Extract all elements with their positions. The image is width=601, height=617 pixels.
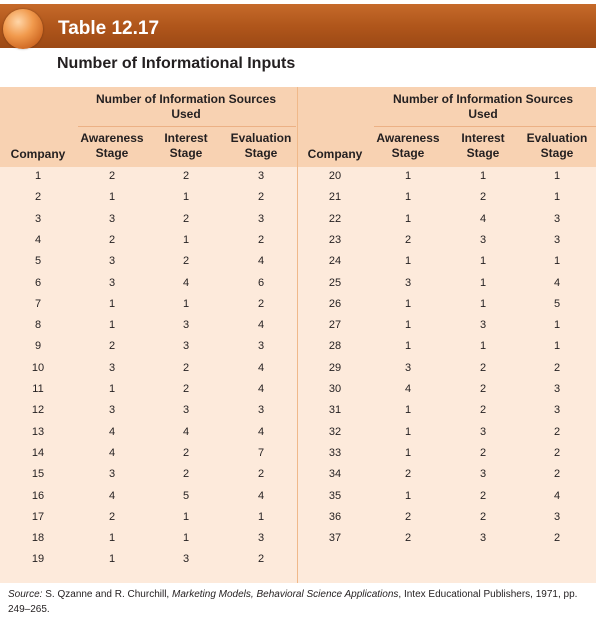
right-company-cell: 29	[328, 361, 342, 374]
right-interest-cell: 3	[479, 468, 487, 481]
left-awareness-cell: 1	[108, 532, 116, 545]
right-interest-cell: 2	[479, 191, 487, 204]
right-interest-cell: 3	[479, 425, 487, 438]
right-company-cell: 26	[328, 297, 342, 310]
left-awareness-cell: 3	[108, 212, 116, 225]
left-company-cell: 6	[34, 276, 42, 289]
right-evaluation-cell: 2	[553, 532, 561, 545]
group-underline-left	[78, 126, 296, 127]
source-note	[8, 587, 588, 617]
group-underline-right	[374, 126, 596, 127]
right-awareness-cell: 1	[404, 319, 412, 332]
table-label: Table 12.17	[58, 18, 160, 39]
right-interest-cell: 4	[479, 212, 487, 225]
right-evaluation-cell: 1	[553, 191, 561, 204]
right-evaluation-cell: 3	[553, 383, 561, 395]
col-header-interest-right: Interest Stage	[461, 131, 505, 160]
left-evaluation-cell: 2	[257, 468, 265, 481]
left-interest-cell: 2	[182, 212, 190, 225]
left-evaluation-cell: 2	[257, 297, 265, 310]
left-evaluation-cell: 6	[257, 276, 265, 289]
col-header-evaluation-right: Evaluation Stage	[526, 131, 588, 160]
right-awareness-cell: 1	[404, 489, 412, 502]
left-evaluation-cell: 3	[257, 340, 265, 353]
right-awareness-cell: 1	[404, 255, 412, 268]
left-awareness-cell: 3	[108, 276, 116, 289]
left-awareness-cell: 4	[108, 446, 116, 459]
left-company-cell: 15	[31, 468, 45, 481]
left-awareness-cell: 3	[108, 468, 116, 481]
right-company-cell: 33	[328, 446, 342, 459]
left-company-cell: 5	[34, 255, 42, 268]
left-evaluation-cell: 3	[257, 212, 265, 225]
right-evaluation-cell: 1	[553, 255, 561, 268]
left-interest-cell: 3	[182, 553, 190, 566]
left-evaluation-cell: 4	[257, 319, 265, 332]
left-awareness-cell: 3	[108, 404, 116, 417]
left-company-cell: 12	[31, 404, 45, 417]
right-awareness-cell: 1	[404, 340, 412, 353]
left-awareness-cell: 2	[108, 340, 116, 353]
right-awareness-cell: 1	[404, 212, 412, 225]
left-awareness-cell: 2	[108, 510, 116, 523]
left-interest-cell: 2	[182, 170, 190, 182]
table-row	[0, 252, 596, 273]
left-awareness-cell: 3	[108, 255, 116, 268]
right-interest-cell: 1	[479, 255, 487, 268]
left-evaluation-cell: 4	[257, 425, 265, 438]
right-evaluation-cell: 3	[553, 233, 561, 246]
title-banner	[0, 4, 596, 48]
right-company-cell: 32	[328, 425, 342, 438]
left-interest-cell: 1	[182, 297, 190, 310]
left-company-cell: 13	[31, 425, 45, 438]
col-header-interest-left: Interest Stage	[164, 131, 208, 160]
table-row	[0, 274, 596, 295]
right-evaluation-cell: 2	[553, 446, 561, 459]
source-label: Source:	[8, 589, 43, 600]
right-company-cell: 31	[328, 404, 342, 417]
col-header-awareness-left: Awareness Stage	[80, 131, 144, 160]
table-row	[0, 423, 596, 444]
table-row	[0, 380, 596, 401]
source-publisher: , Intex Educational Publishers, 1971, pp. 249–265.	[8, 589, 578, 615]
right-awareness-cell: 1	[404, 297, 412, 310]
table-row	[0, 401, 596, 422]
left-evaluation-cell: 2	[257, 233, 265, 246]
left-evaluation-cell: 7	[257, 446, 265, 459]
left-interest-cell: 1	[182, 233, 190, 246]
left-interest-cell: 2	[182, 255, 190, 268]
table-row	[0, 210, 596, 231]
right-interest-cell: 2	[479, 489, 487, 502]
right-company-cell: 30	[328, 383, 342, 395]
left-company-cell: 10	[31, 361, 45, 374]
left-evaluation-cell: 3	[257, 532, 265, 545]
table-row	[0, 444, 596, 465]
table-row	[0, 487, 596, 508]
table-row	[0, 167, 596, 188]
left-interest-cell: 1	[182, 191, 190, 204]
right-company-cell: 22	[328, 212, 342, 225]
left-awareness-cell: 1	[108, 319, 116, 332]
right-company-cell: 34	[328, 468, 342, 481]
table-row	[0, 529, 596, 550]
left-awareness-cell: 3	[108, 361, 116, 374]
right-evaluation-cell: 1	[553, 340, 561, 353]
right-interest-cell: 2	[479, 510, 487, 523]
left-awareness-cell: 1	[108, 383, 116, 395]
right-company-cell: 21	[328, 191, 342, 204]
left-interest-cell: 4	[182, 276, 190, 289]
table-row	[0, 188, 596, 209]
right-interest-cell: 3	[479, 319, 487, 332]
right-awareness-cell: 2	[404, 510, 412, 523]
table-row	[0, 316, 596, 337]
table-row	[0, 337, 596, 358]
left-awareness-cell: 2	[108, 170, 116, 182]
table-row	[0, 550, 596, 571]
left-company-cell: 3	[34, 212, 42, 225]
left-evaluation-cell: 1	[257, 510, 265, 523]
col-header-company-right: Company	[307, 147, 363, 161]
left-evaluation-cell: 4	[257, 255, 265, 268]
right-evaluation-cell: 4	[553, 489, 561, 502]
left-company-cell: 8	[34, 319, 42, 332]
left-evaluation-cell: 2	[257, 191, 265, 204]
right-awareness-cell: 2	[404, 233, 412, 246]
right-evaluation-cell: 1	[553, 319, 561, 332]
left-company-cell: 4	[34, 233, 42, 246]
left-evaluation-cell: 3	[257, 170, 265, 182]
table-row	[0, 295, 596, 316]
left-interest-cell: 2	[182, 446, 190, 459]
right-evaluation-cell: 2	[553, 468, 561, 481]
left-awareness-cell: 1	[108, 191, 116, 204]
source-authors: S. Qzanne and R. Churchill,	[42, 589, 172, 600]
left-company-cell: 1	[34, 170, 42, 182]
right-company-cell: 25	[328, 276, 342, 289]
right-company-cell: 28	[328, 340, 342, 353]
left-interest-cell: 3	[182, 404, 190, 417]
right-awareness-cell: 3	[404, 276, 412, 289]
left-awareness-cell: 4	[108, 425, 116, 438]
right-awareness-cell: 4	[404, 383, 412, 395]
left-evaluation-cell: 4	[257, 383, 265, 395]
right-awareness-cell: 1	[404, 404, 412, 417]
right-interest-cell: 2	[479, 383, 487, 395]
right-interest-cell: 1	[479, 276, 487, 289]
left-company-cell: 11	[32, 383, 44, 395]
right-evaluation-cell: 3	[553, 510, 561, 523]
right-company-cell: 23	[328, 233, 342, 246]
left-company-cell: 16	[31, 489, 45, 502]
left-interest-cell: 5	[182, 489, 190, 502]
left-evaluation-cell: 4	[257, 489, 265, 502]
left-evaluation-cell: 2	[257, 553, 265, 566]
left-evaluation-cell: 4	[257, 361, 265, 374]
left-company-cell: 9	[34, 340, 42, 353]
right-interest-cell: 3	[479, 532, 487, 545]
right-company-cell: 27	[328, 319, 342, 332]
left-company-cell: 7	[34, 297, 42, 310]
right-evaluation-cell: 3	[553, 212, 561, 225]
right-company-cell: 36	[328, 510, 342, 523]
col-header-evaluation-left: Evaluation Stage	[230, 131, 292, 160]
left-awareness-cell: 1	[108, 553, 116, 566]
left-interest-cell: 3	[182, 340, 190, 353]
group-header-right: Number of Information Sources Used	[392, 92, 574, 121]
right-company-cell: 20	[328, 170, 342, 182]
group-header-left: Number of Information Sources Used	[95, 92, 277, 121]
right-awareness-cell: 1	[404, 446, 412, 459]
table-row	[0, 231, 596, 252]
left-interest-cell: 4	[182, 425, 190, 438]
left-company-cell: 14	[31, 446, 45, 459]
table-row	[0, 465, 596, 486]
left-company-cell: 18	[31, 532, 45, 545]
right-evaluation-cell: 2	[553, 425, 561, 438]
left-company-cell: 2	[34, 191, 42, 204]
right-interest-cell: 2	[479, 361, 487, 374]
left-company-cell: 19	[31, 553, 45, 566]
right-awareness-cell: 1	[404, 170, 412, 182]
table-row	[0, 508, 596, 529]
right-evaluation-cell: 1	[553, 170, 561, 182]
col-header-awareness-right: Awareness Stage	[376, 131, 440, 160]
right-interest-cell: 1	[479, 340, 487, 353]
left-evaluation-cell: 3	[257, 404, 265, 417]
right-evaluation-cell: 2	[553, 361, 561, 374]
right-interest-cell: 1	[479, 297, 487, 310]
left-interest-cell: 3	[182, 319, 190, 332]
left-interest-cell: 1	[182, 510, 190, 523]
right-awareness-cell: 2	[404, 532, 412, 545]
source-title: Marketing Models, Behavioral Science Applications	[171, 589, 399, 600]
right-company-cell: 24	[328, 255, 342, 268]
left-awareness-cell: 4	[108, 489, 116, 502]
left-interest-cell: 1	[182, 532, 190, 545]
right-evaluation-cell: 4	[553, 276, 561, 289]
right-evaluation-cell: 3	[553, 404, 561, 417]
left-interest-cell: 2	[182, 468, 190, 481]
right-awareness-cell: 3	[404, 361, 412, 374]
col-header-company-left: Company	[10, 147, 66, 161]
right-interest-cell: 2	[479, 404, 487, 417]
table-row	[0, 359, 596, 380]
right-evaluation-cell: 5	[553, 297, 561, 310]
left-company-cell: 17	[31, 510, 45, 523]
left-awareness-cell: 1	[108, 297, 116, 310]
right-company-cell: 37	[328, 532, 342, 545]
left-interest-cell: 2	[182, 361, 190, 374]
left-awareness-cell: 2	[108, 233, 116, 246]
right-interest-cell: 3	[479, 233, 487, 246]
right-awareness-cell: 2	[404, 468, 412, 481]
right-interest-cell: 2	[479, 446, 487, 459]
banner-disc-icon	[3, 9, 43, 49]
right-awareness-cell: 1	[404, 425, 412, 438]
left-interest-cell: 2	[182, 383, 190, 395]
right-company-cell: 35	[328, 489, 342, 502]
right-interest-cell: 1	[479, 170, 487, 182]
right-awareness-cell: 1	[404, 191, 412, 204]
table-caption: Number of Informational Inputs	[57, 55, 296, 72]
